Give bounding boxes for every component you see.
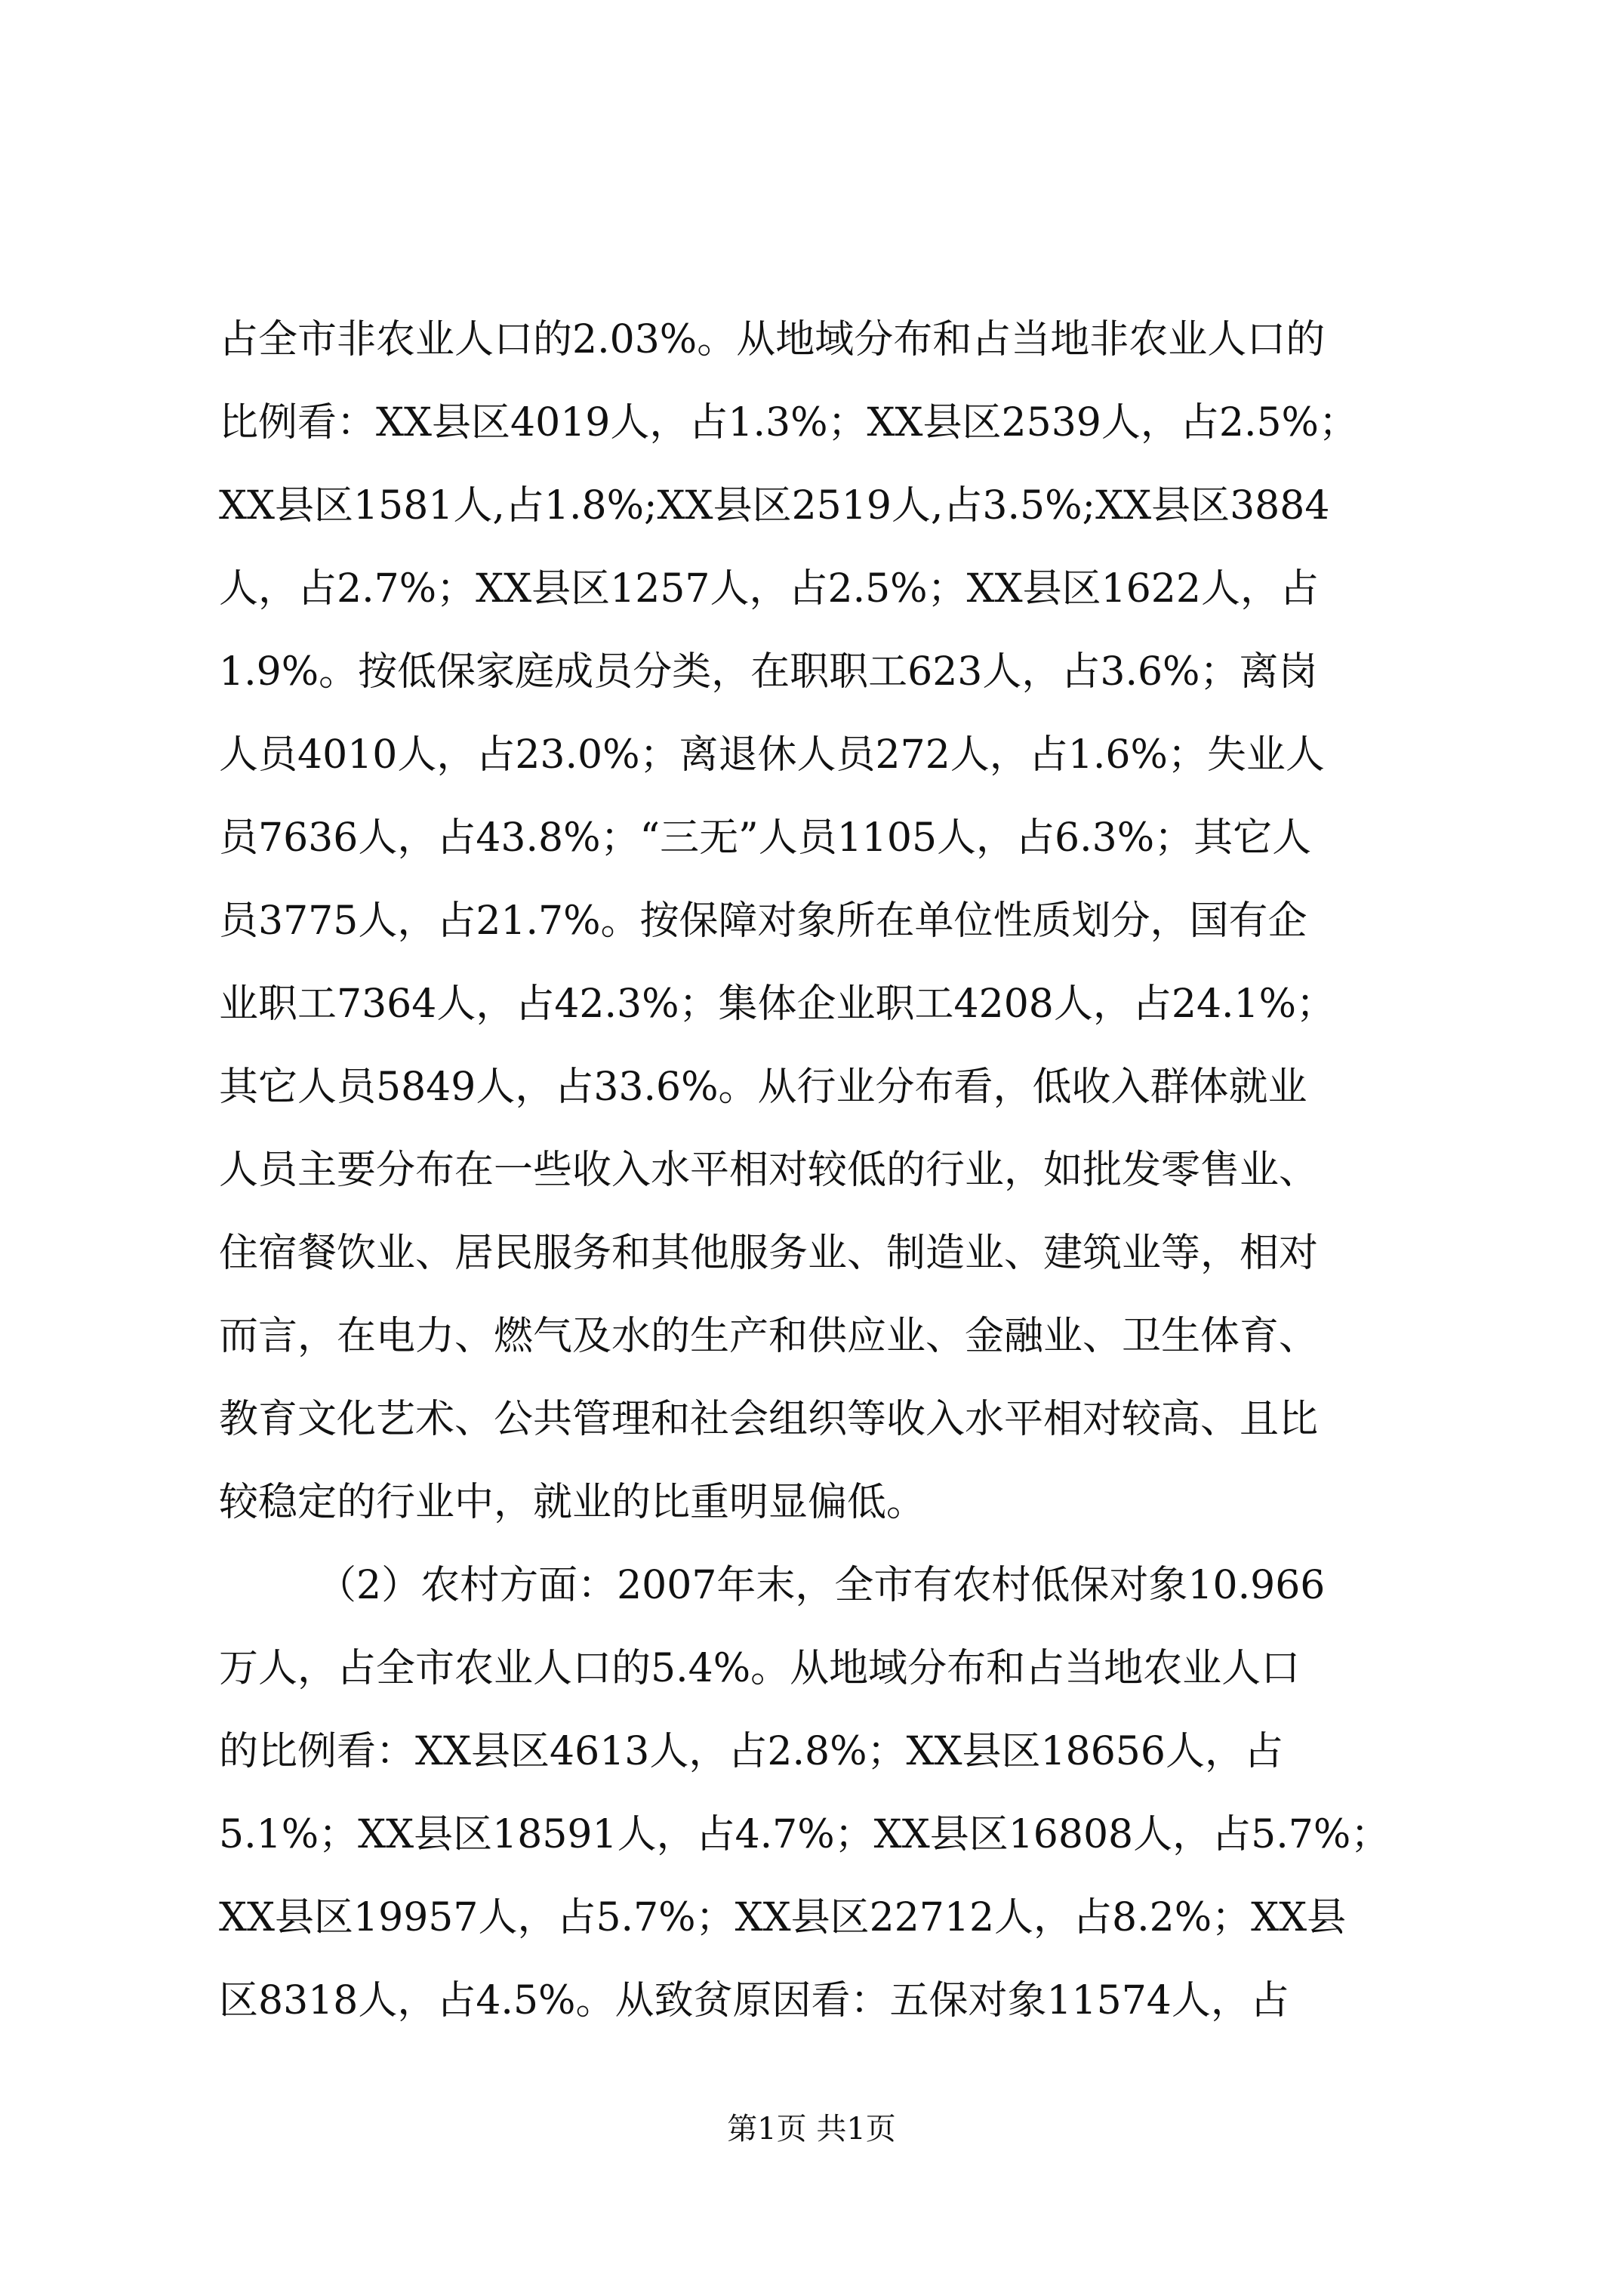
text-line: 住宿餐饮业、居民服务和其他服务业、制造业、建筑业等，相对: [219, 1231, 1319, 1276]
text-line: 的比例看：XX县区4613人，占2.8%；XX县区18656人，占: [219, 1729, 1283, 1774]
text-line: XX县区19957人，占5.7%；XX县区22712人，占8.2%；XX县: [219, 1895, 1347, 1940]
text-line: 人员主要分布在一些收入水平相对较低的行业，如批发零售业、: [219, 1148, 1319, 1193]
text-line: 而言，在电力、燃气及水的生产和供应业、金融业、卫生体育、: [219, 1314, 1319, 1359]
text-line: 员3775人，占21.7%。按保障对象所在单位性质划分，国有企: [219, 898, 1307, 944]
text-line: XX县区1581人,占1.8%;XX县区2519人,占3.5%;XX县区3884: [219, 483, 1330, 529]
text-line: 万人，占全市农业人口的5.4%。从地域分布和占当地农业人口: [219, 1646, 1301, 1691]
text-line: 占全市非农业人口的2.03%。从地域分布和占当地非农业人口的: [219, 317, 1326, 362]
text-line: 人员4010人，占23.0%；离退休人员272人，占1.6%；失业人: [219, 732, 1325, 778]
text-line: 教育文化艺术、公共管理和社会组织等收入水平相对较高、且比: [219, 1397, 1319, 1442]
text-line: 其它人员5849人，占33.6%。从行业分布看，低收入群体就业: [219, 1065, 1307, 1110]
text-line: 5.1%；XX县区18591人，占4.7%；XX县区16808人，占5.7%；: [219, 1812, 1390, 1857]
text-line: 比例看：XX县区4019人，占1.3%；XX县区2539人，占2.5%；: [219, 400, 1358, 445]
text-line: 人，占2.7%；XX县区1257人，占2.5%；XX县区1622人，占: [219, 566, 1319, 612]
paragraph-first-line: （2）农村方面：2007年末，全市有农村低保对象10.966: [317, 1563, 1326, 1608]
text-line: 业职工7364人，占42.3%；集体企业职工4208人，占24.1%；: [219, 982, 1336, 1027]
text-line: 区8318人，占4.5%。从致贫原因看：五保对象11574人，占: [219, 1978, 1289, 2023]
text-line: 员7636人，占43.8%；“三无”人员1105人，占6.3%；其它人: [219, 815, 1312, 861]
text-line: 较稳定的行业中，就业的比重明显偏低。: [219, 1480, 926, 1525]
text-line: 1.9%。按低保家庭成员分类，在职职工623人，占3.6%；离岗: [219, 649, 1318, 695]
page-footer: 第1页 共1页: [727, 2112, 896, 2147]
